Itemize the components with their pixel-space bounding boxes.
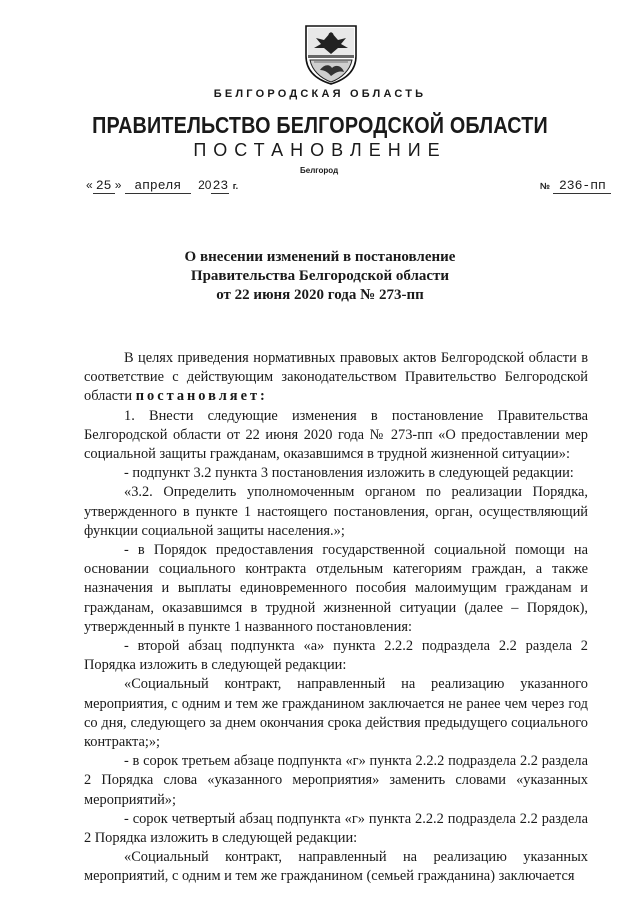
paragraph-5: - второй абзац подпункта «а» пункта 2.2.2 подраздела 2.2 раздела 2 Порядка изложить в следующей редакции:: [84, 638, 588, 674]
document-title-line-3: от 22 июня 2020 года № 273-пп: [216, 287, 424, 303]
region-name: БЕЛГОРОДСКАЯ ОБЛАСТЬ: [213, 88, 427, 100]
paragraph-6: «Социальный контракт, направленный на реализацию указанного мероприятия, с одним и тем же гражданином заключается не ранее чем через год со дня, следующего за днем окончания срока действия предыдущего социального контракта;»;: [84, 676, 588, 751]
document-date: [86, 178, 238, 194]
paragraph-2: - подпункт 3.2 пункта 3 постановления изложить в следующей редакции:: [124, 465, 574, 482]
coat-of-arms-icon: [300, 22, 362, 86]
paragraph-7: - в сорок третьем абзаце подпункта «г» пункта 2.2.2 подраздела 2.2 раздела 2 Порядка слова «указанного мероприятия» заменить словами «указанных мероприятий»;: [84, 753, 588, 808]
date-day: 25: [93, 178, 115, 194]
resolves-word: постановляет:: [135, 388, 268, 405]
paragraph-8: - сорок четвертый абзац подпункта «г» пункта 2.2.2 подраздела 2.2 раздела 2 Порядка изложить в следующей редакции:: [84, 810, 588, 847]
document-number: [540, 178, 611, 194]
paragraph-preamble: [84, 349, 588, 407]
date-year-unit: г.: [232, 181, 239, 191]
document-title-line-2: Правительства Белгородской области: [190, 268, 450, 284]
paragraph-4: - в Порядок предоставления государственной социальной помощи на основании социального контракта отдельным категориям граждан, а также назначения и выплаты единовременного пособия малоимущим гражданам и гражданам, оказавшимся в трудной жизненной ситуации (далее – Порядок), утвержденный в пункте 1 названного постановления:: [84, 542, 588, 635]
date-open-quote: «: [86, 178, 93, 192]
number-value: 236-пп: [553, 178, 611, 194]
number-prefix: №: [540, 181, 551, 191]
date-year-suffix: 23: [212, 178, 229, 193]
city-name: Белгород: [300, 166, 339, 175]
document-type: ПОСТАНОВЛЕНИЕ: [193, 140, 447, 160]
preamble-text: В целях приведения нормативных правовых актов Белгородской области в соответствие с действующим законодательством Правительство Белгородской области: [84, 350, 588, 405]
date-close-quote: »: [114, 178, 122, 192]
paragraph-9: «Социальный контракт, направленный на реализацию указанных мероприятий, с одним и тем же гражданином (семьей гражданина) заключается: [84, 849, 588, 885]
date-year-prefix: 20: [198, 178, 212, 192]
paragraph-1: 1. Внести следующие изменения в постановление Правительства Белгородской области от 22 июня 2020 года № 273-пп «О предоставлении мер социальной защиты гражданам, оказавшимся в трудной жизненной ситуации»:: [84, 407, 588, 463]
paragraph-3: «3.2. Определить уполномоченным органом по реализации Порядка, утвержденного в пункте 1 настоящего постановления, орган, осуществляющий функции социальной защиты населения.»;: [84, 484, 588, 539]
date-month: апреля: [125, 178, 191, 194]
document-title-line-1: О внесении изменений в постановление: [184, 249, 456, 265]
document-body: [84, 349, 588, 887]
government-title: ПРАВИТЕЛЬСТВО БЕЛГОРОДСКОЙ ОБЛАСТИ: [92, 112, 548, 138]
